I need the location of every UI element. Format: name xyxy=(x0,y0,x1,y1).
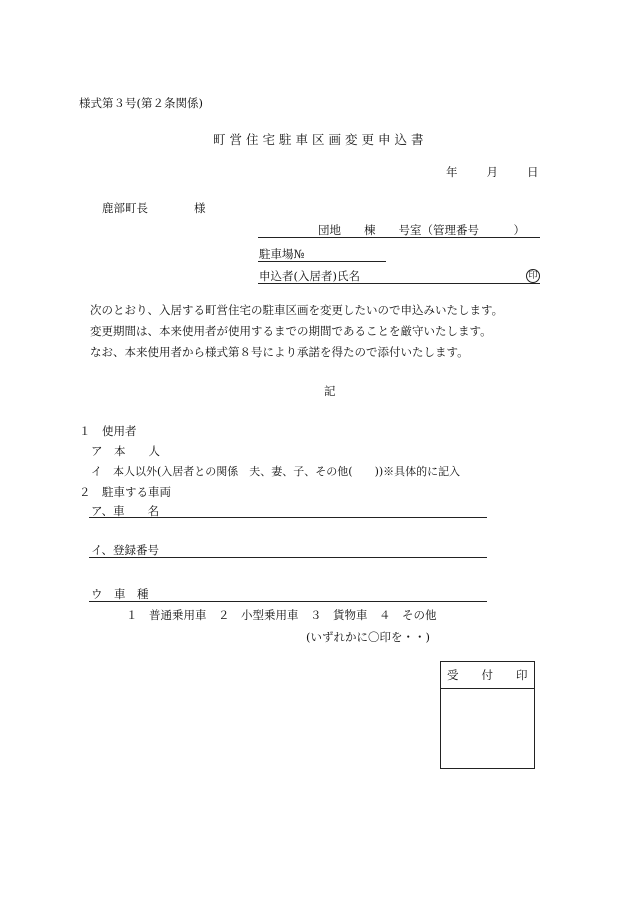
body-paragraph-2: 変更期間は、本来使用者が使用するまでの期間であることを厳守いたします。 xyxy=(90,324,492,338)
ki-label: 記 xyxy=(324,384,336,398)
car-name-label: ア、車 名 xyxy=(91,504,160,518)
room-line: 団地 棟 号室（管理番号 ） xyxy=(318,223,525,237)
car-type-options: １ 普通乗用車 ２ 小型乗用車 ３ 貨物車 ４ その他 xyxy=(126,608,437,622)
car-type-underline xyxy=(89,601,487,602)
room-underline xyxy=(258,237,540,238)
registration-number-underline xyxy=(89,557,487,558)
form-number: 様式第３号(第２条関係) xyxy=(79,96,203,110)
form-title: 町営住宅駐車区画変更申込書 xyxy=(213,132,428,147)
section1-item-i: イ 本人以外(入居者との関係 夫、妻、子、その他( ))※具体的に記入 xyxy=(91,465,461,478)
car-type-label: ウ 車 種 xyxy=(91,587,149,601)
date-line: 年 月 日 xyxy=(446,165,541,179)
car-type-note: (いずれかに〇印を・・) xyxy=(306,630,430,644)
section1-heading: １ 使用者 xyxy=(79,424,137,438)
reception-stamp-label: 受 付 印 xyxy=(447,668,528,682)
car-name-underline xyxy=(89,517,487,518)
registration-number-label: イ、登録番号 xyxy=(91,543,159,557)
body-paragraph-1: 次のとおり、入居する町営住宅の駐車区画を変更したいので申込みいたします。 xyxy=(90,303,504,317)
reception-stamp-box xyxy=(440,661,535,769)
body-paragraph-3: なお、本来使用者から様式第８号により承諾を得たので添付いたします。 xyxy=(90,345,469,359)
applicant-name-label: 申込者(入居者)氏名 xyxy=(259,269,360,283)
section1-item-a: ア 本 人 xyxy=(91,444,160,458)
section2-heading: ２ 駐車する車両 xyxy=(79,485,171,499)
applicant-name-underline xyxy=(258,283,540,284)
reception-stamp-header xyxy=(441,662,534,689)
addressee: 鹿部町長 様 xyxy=(102,201,206,215)
seal-mark: 印 xyxy=(526,269,540,283)
parking-underline xyxy=(258,261,386,262)
parking-label: 駐車場№ xyxy=(259,247,305,261)
